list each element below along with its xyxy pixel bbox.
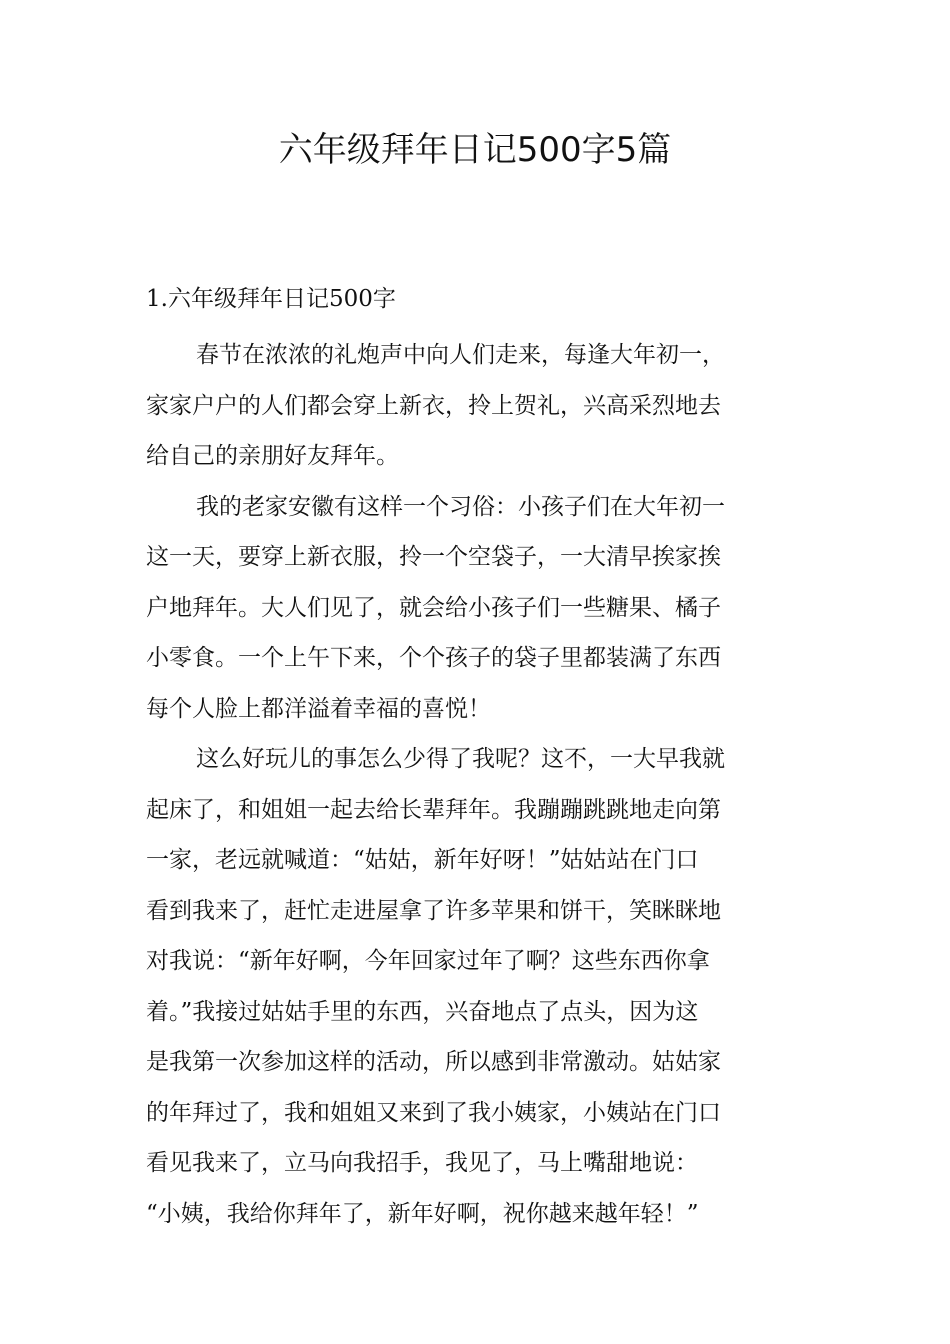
paragraph [146, 330, 808, 482]
text-line: 给自己的亲朋好友拜年。 [146, 443, 399, 469]
text-line: 春节在浓浓的礼炮声中向人们走来，每逢大年初一， [196, 342, 725, 368]
text-line: 我的老家安徽有这样一个习俗：小孩子们在大年初一 [196, 493, 725, 520]
text-line: 的年拜过了，我和姐姐又来到了我小姨家，小姨站在门口 [146, 1099, 721, 1126]
text-line: 对我说：“新年好啊，今年回家过年了啊？这些东西你拿 [146, 948, 710, 974]
document-body [146, 330, 808, 1239]
text-line: 着。”我接过姑姑手里的东西，兴奋地点了点头，因为这 [146, 998, 699, 1025]
text-line: 小零食。一个上午下来，个个孩子的袋子里都装满了东西 [146, 645, 721, 671]
text-line: 户地拜年。大人们见了，就会给小孩子们一些糖果、橘子 [146, 594, 721, 621]
paragraph [146, 482, 808, 735]
text-line: 一家，老远就喊道：“姑姑，新年好呀！”姑姑站在门口 [146, 847, 699, 873]
text-line: 家家户户的人们都会穿上新衣，拎上贺礼，兴高采烈地去 [146, 392, 721, 419]
text-line: 是我第一次参加这样的活动，所以感到非常激动。姑姑家 [146, 1049, 721, 1075]
text-line: 这么好玩儿的事怎么少得了我呢？这不，一大早我就 [196, 746, 725, 772]
document-title: 六年级拜年日记500字5篇 [278, 130, 672, 170]
text-line: 起床了，和姐姐一起去给长辈拜年。我蹦蹦跳跳地走向第 [146, 796, 721, 823]
text-line: 每个人脸上都洋溢着幸福的喜悦！ [146, 695, 491, 722]
section-heading: 1.六年级拜年日记500字 [146, 286, 396, 312]
text-line: 看到我来了，赶忙走进屋拿了许多苹果和饼干，笑眯眯地 [146, 897, 721, 924]
text-line: “小姨，我给你拜年了，新年好啊，祝你越来越年轻！” [146, 1200, 699, 1227]
text-line: 看见我来了，立马向我招手，我见了，马上嘴甜地说： [146, 1150, 698, 1176]
paragraph [146, 734, 808, 1239]
text-line: 这一天，要穿上新衣服，拎一个空袋子，一大清早挨家挨 [146, 544, 721, 570]
